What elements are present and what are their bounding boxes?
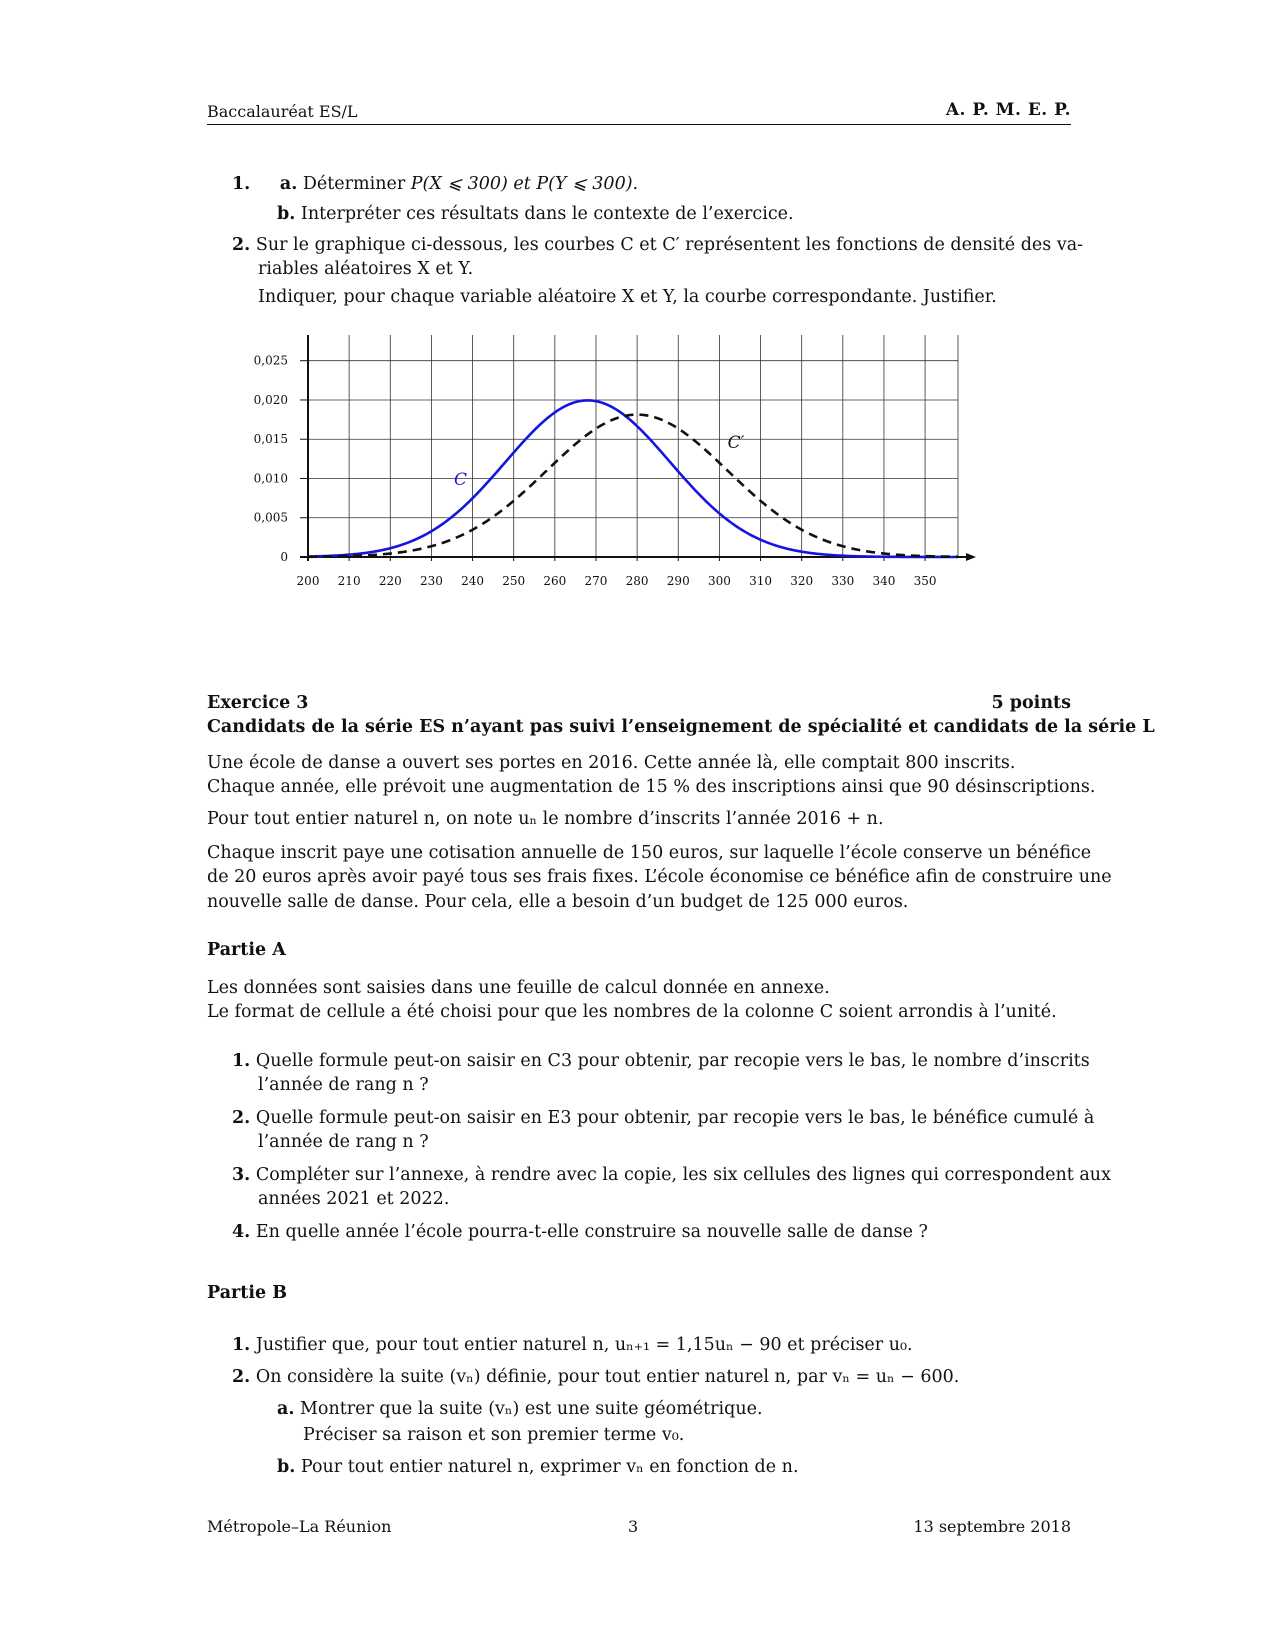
- q2-text-1: Sur le graphique ci-dessous, les courbes C et C′ représentent les fonctions de densité des va-: [255, 235, 1084, 255]
- q1-line-b: [277, 202, 794, 226]
- x-tick-label-280: 280: [625, 574, 649, 588]
- part-b-item-1: [232, 1333, 913, 1357]
- part-b-title: Partie B: [207, 1283, 287, 1303]
- x-axis-arrow: [966, 553, 976, 561]
- part-a-item-1-line2: l’année de rang n ?: [258, 1075, 429, 1095]
- q2-line-1: [232, 233, 1083, 257]
- density-chart-svg: [240, 335, 980, 635]
- part-a-item-3: [232, 1163, 1111, 1187]
- part-a-item-4: [232, 1220, 928, 1244]
- x-tick-label-230: 230: [419, 574, 443, 588]
- x-tick-label-300: 300: [707, 574, 731, 588]
- y-tick-label-5: 0,025: [253, 353, 288, 368]
- part-b-item-2a-label: a.: [277, 1399, 295, 1419]
- x-tick-label-350: 350: [913, 574, 937, 588]
- exercise-title: Exercice 3: [207, 693, 309, 713]
- y-tick-label-3: 0,015: [253, 432, 288, 447]
- exercise-points: 5 points: [991, 693, 1071, 713]
- part-a-title: Partie A: [207, 940, 286, 960]
- footer-page-number: 3: [628, 1517, 639, 1536]
- part-a-intro-line2: Le format de cellule a été choisi pour que les nombres de la colonne C soient arrondis à l’unité.: [207, 1002, 1057, 1022]
- part-b-item-2a-line1: Montrer que la suite (vₙ) est une suite géométrique.: [300, 1399, 763, 1419]
- part-a-item-1-line1: Quelle formule peut-on saisir en C3 pour obtenir, par recopie vers le bas, le nombre d’inscrits: [255, 1051, 1090, 1071]
- y-tick-label-1: 0,005: [253, 510, 288, 525]
- x-tick-label-210: 210: [337, 574, 361, 588]
- x-tick-label-240: 240: [461, 574, 485, 588]
- header-left: Baccalauréat ES/L: [207, 102, 358, 121]
- x-tick-label-340: 340: [872, 574, 896, 588]
- density-curve-c-prime: [308, 415, 958, 557]
- x-tick-label-250: 250: [502, 574, 526, 588]
- ex3-para3-line1: Chaque inscrit paye une cotisation annuelle de 150 euros, sur laquelle l’école conserve un bénéfice: [207, 843, 1092, 863]
- q1-number: 1.: [232, 174, 251, 194]
- ex3-para1-line1: Une école de danse a ouvert ses portes en 2016. Cette année là, elle comptait 800 inscrits.: [207, 753, 1016, 773]
- curve-label-c-prime: C′: [727, 432, 745, 453]
- part-b-item-2-text: On considère la suite (vₙ) définie, pour tout entier naturel n, par vₙ = uₙ − 600.: [255, 1367, 960, 1387]
- ex3-para3-line2: de 20 euros après avoir payé tous ses frais fixes. L’école économise ce bénéfice afin de construire une: [207, 867, 1112, 887]
- part-a-item-2: [232, 1106, 1094, 1130]
- x-tick-label-290: 290: [666, 574, 690, 588]
- part-a-item-1: [232, 1049, 1090, 1073]
- part-b-item-2b-text: Pour tout entier naturel n, exprimer vₙ en fonction de n.: [300, 1457, 799, 1477]
- part-a-item-3-line1: Compléter sur l’annexe, à rendre avec la copie, les six cellules des lignes qui correspondent aux: [255, 1165, 1111, 1185]
- curve-label-c: C: [454, 469, 468, 490]
- x-tick-label-310: 310: [749, 574, 772, 588]
- x-tick-label-330: 330: [831, 574, 855, 588]
- q1-b-text: Interpréter ces résultats dans le contexte de l’exercice.: [300, 204, 794, 224]
- part-b-item-1-text: Justifier que, pour tout entier naturel n, uₙ₊₁ = 1,15uₙ − 90 et préciser u₀.: [255, 1335, 913, 1355]
- x-tick-label-200: 200: [296, 574, 320, 588]
- part-b-item-2-number: 2.: [232, 1367, 251, 1387]
- part-a-item-3-line2: années 2021 et 2022.: [258, 1189, 450, 1209]
- x-tick-label-260: 260: [543, 574, 567, 588]
- part-a-item-4-line1: En quelle année l’école pourra-t-elle construire sa nouvelle salle de danse ?: [255, 1222, 928, 1242]
- part-a-item-3-number: 3.: [232, 1165, 251, 1185]
- part-a-item-1-number: 1.: [232, 1051, 251, 1071]
- q2-text-3: Indiquer, pour chaque variable aléatoire X et Y, la courbe correspondante. Justifier.: [258, 287, 997, 307]
- density-chart: [240, 335, 980, 635]
- ex3-para2: Pour tout entier naturel n, on note uₙ le nombre d’inscrits l’année 2016 + n.: [207, 809, 884, 829]
- exercise-subtitle: Candidats de la série ES n’ayant pas suivi l’enseignement de spécialité et candidats de la série L: [207, 717, 1155, 737]
- part-b-item-2a-line2: Préciser sa raison et son premier terme v₀.: [303, 1425, 685, 1445]
- q1-a-math: P(X ⩽ 300) et P(Y ⩽ 300).: [410, 174, 639, 194]
- part-b-item-2a: [277, 1397, 763, 1421]
- q1-b-label: b.: [277, 204, 296, 224]
- ex3-para3-line3: nouvelle salle de danse. Pour cela, elle a besoin d’un budget de 125 000 euros.: [207, 892, 909, 912]
- y-tick-label-4: 0,020: [253, 392, 288, 407]
- header-right: A. P. M. E. P.: [945, 100, 1071, 120]
- part-b-item-2b: [277, 1455, 799, 1479]
- x-tick-label-220: 220: [378, 574, 402, 588]
- part-b-item-2: [232, 1365, 959, 1389]
- footer-left: Métropole–La Réunion: [207, 1517, 392, 1536]
- part-b-item-2b-label: b.: [277, 1457, 296, 1477]
- q1-line-a: [232, 172, 638, 196]
- y-tick-label-0: 0: [280, 550, 288, 564]
- header-rule: [207, 124, 1071, 125]
- footer-right: 13 septembre 2018: [913, 1517, 1071, 1536]
- part-a-item-2-number: 2.: [232, 1108, 251, 1128]
- y-tick-label-2: 0,010: [253, 471, 288, 486]
- part-a-item-2-line2: l’année de rang n ?: [258, 1132, 429, 1152]
- x-tick-label-320: 320: [790, 574, 814, 588]
- q1-a-label: a.: [279, 174, 298, 194]
- part-a-intro-line1: Les données sont saisies dans une feuille de calcul donnée en annexe.: [207, 978, 830, 998]
- part-b-item-1-number: 1.: [232, 1335, 251, 1355]
- q2-text-2: riables aléatoires X et Y.: [258, 259, 474, 279]
- q1-a-text: Déterminer: [302, 174, 411, 194]
- part-a-item-2-line1: Quelle formule peut-on saisir en E3 pour obtenir, par recopie vers le bas, le bénéfice cumulé à: [255, 1108, 1095, 1128]
- x-tick-label-270: 270: [584, 574, 608, 588]
- q2-number: 2.: [232, 235, 251, 255]
- ex3-para1-line2: Chaque année, elle prévoit une augmentation de 15 % des inscriptions ainsi que 90 désinscriptions.: [207, 777, 1096, 797]
- part-a-item-4-number: 4.: [232, 1222, 251, 1242]
